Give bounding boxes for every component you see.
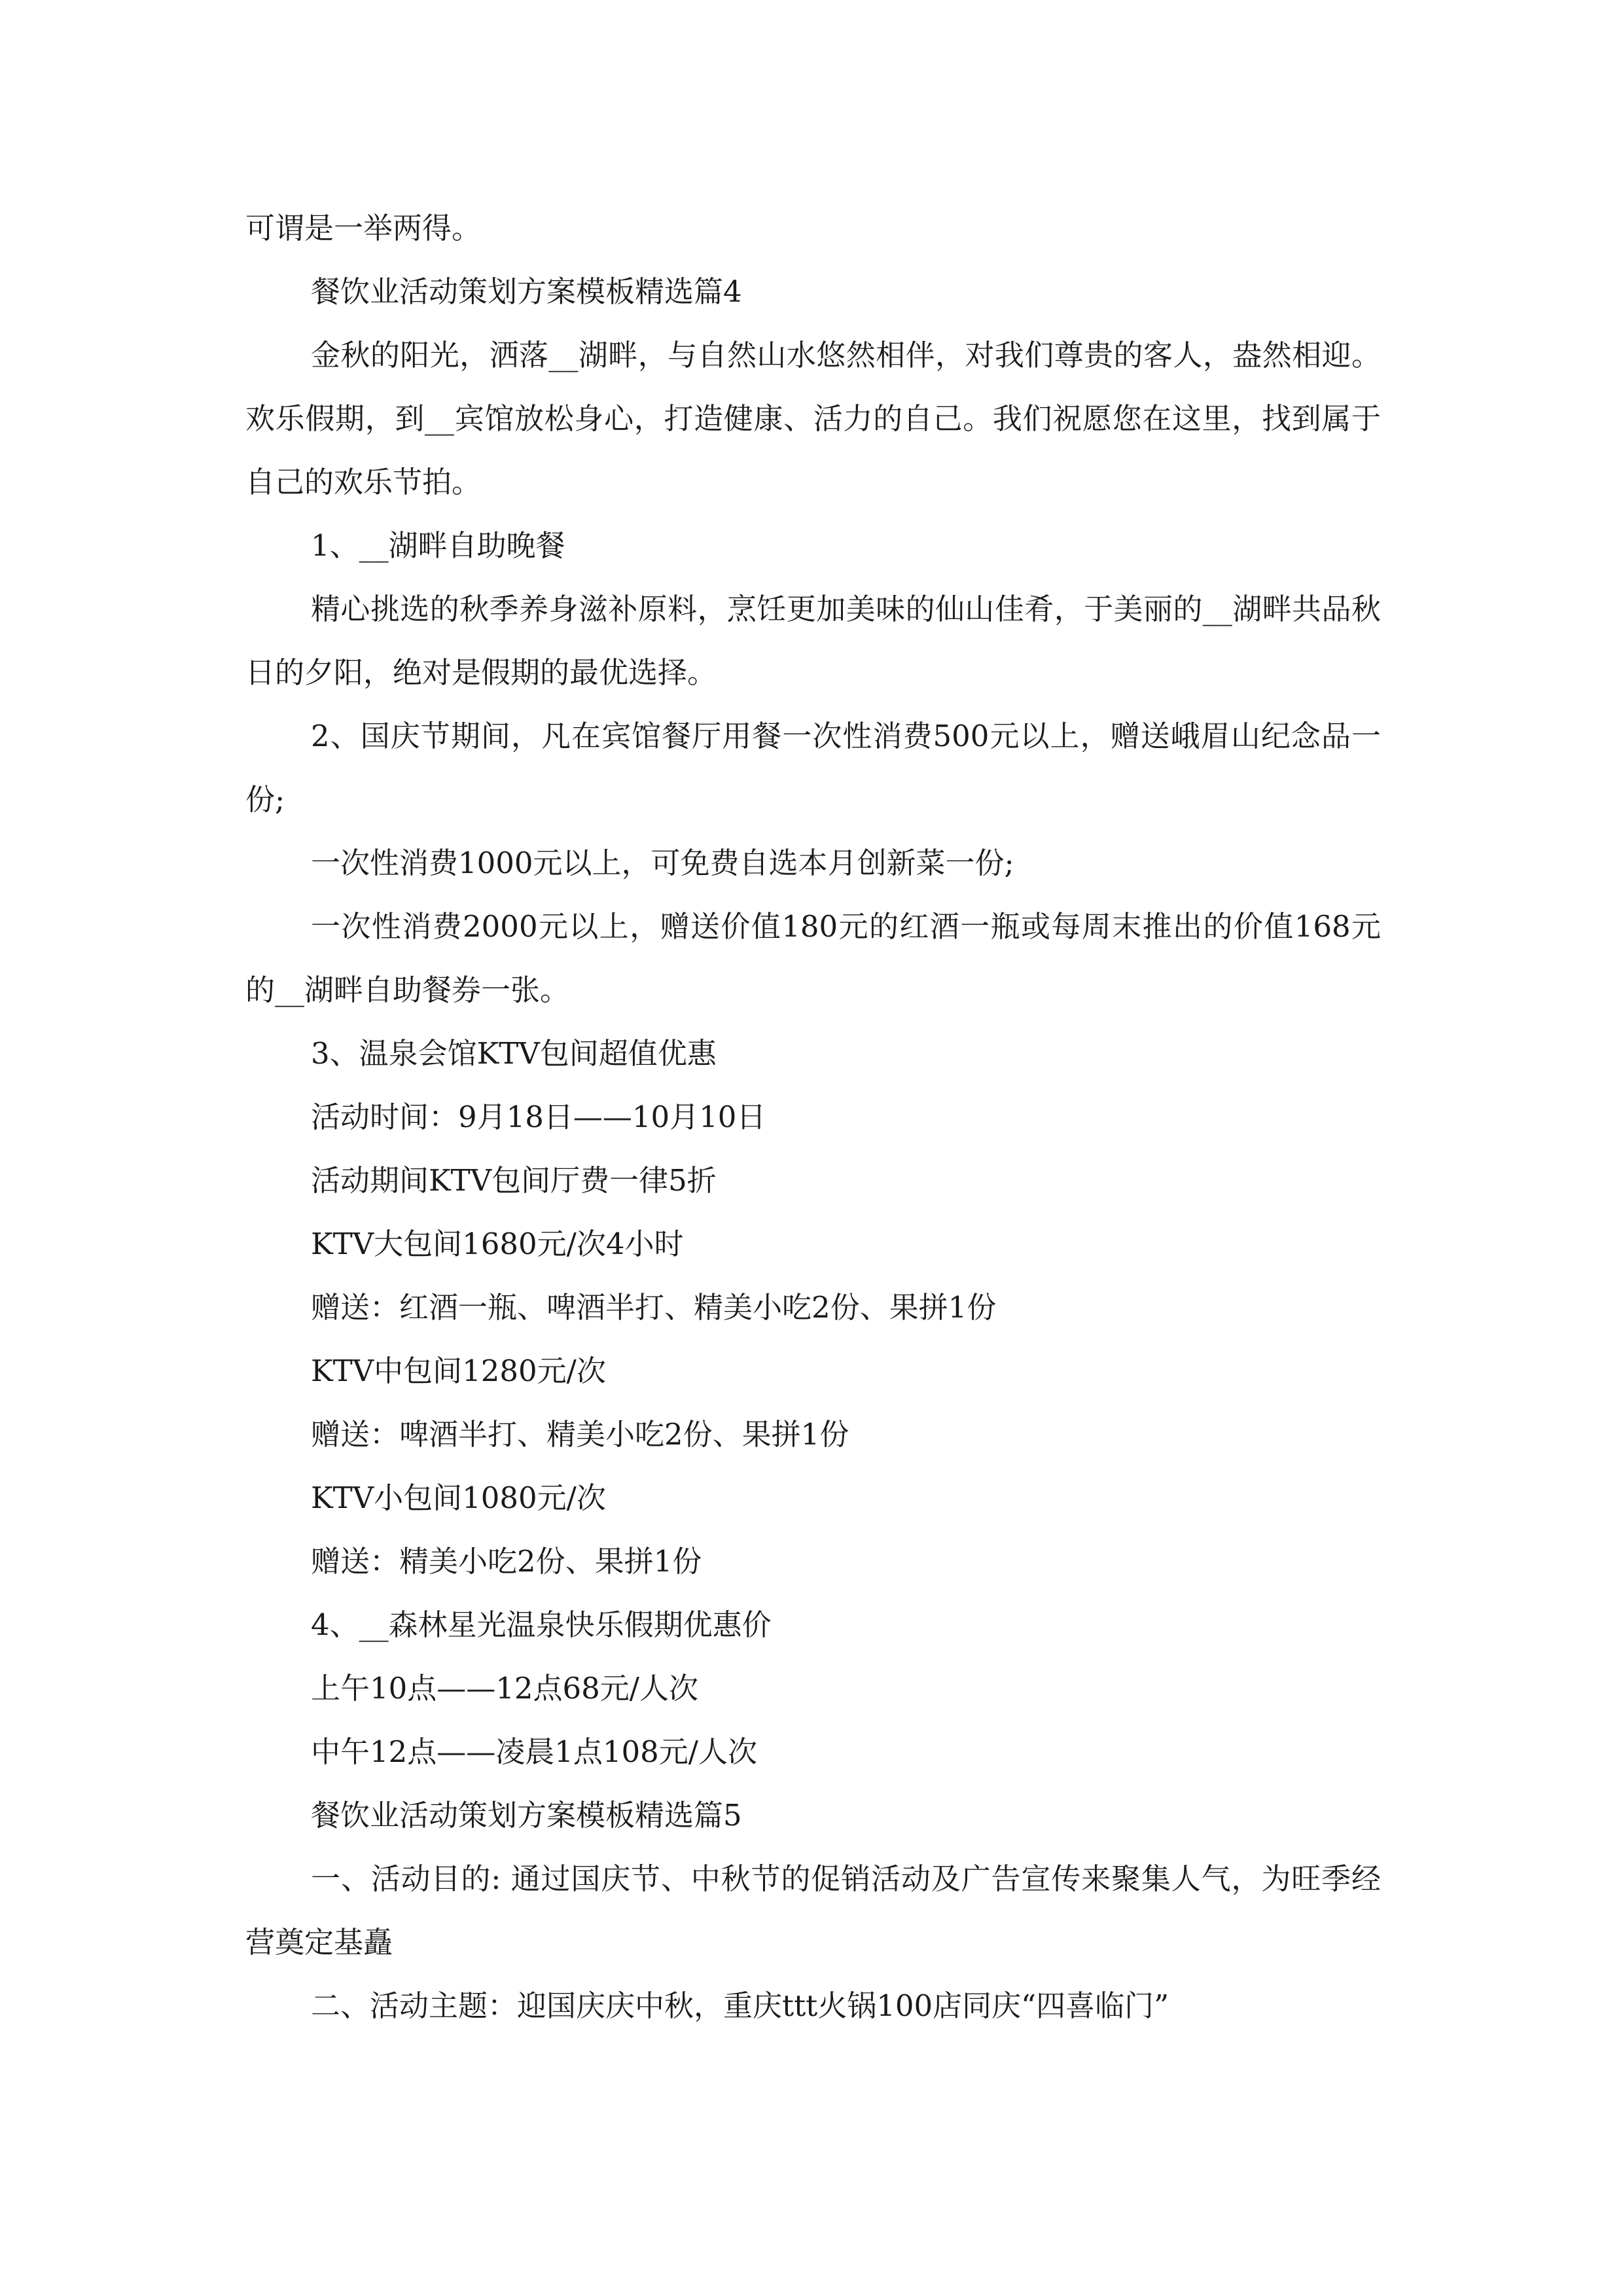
paragraph-offer-1000: 一次性消费1000元以上，可免费自选本月创新菜一份; [311, 846, 1014, 880]
paragraph-gift-large: 赠送：红酒一瓶、啤酒半打、精美小吃2份、果拼1份 [311, 1290, 997, 1325]
item-heading-4: 4、__森林星光温泉快乐假期优惠价 [311, 1607, 772, 1642]
paragraph-ktv-small: KTV小包间1080元/次 [311, 1480, 606, 1515]
section-heading-5: 餐饮业活动策划方案模板精选篇5 [311, 1798, 742, 1833]
item-heading-2: 2、国庆节期间，凡在宾馆餐厅用餐一次性消费500元以上，赠送峨眉山纪念品一份; [245, 719, 1381, 817]
paragraph-ktv-large: KTV大包间1680元/次4小时 [311, 1227, 684, 1261]
section-heading-4: 餐饮业活动策划方案模板精选篇4 [311, 274, 742, 309]
document-body [245, 196, 1381, 2037]
paragraph-ktv-medium: KTV中包间1280元/次 [311, 1354, 606, 1388]
paragraph-gift-medium: 赠送：啤酒半打、精美小吃2份、果拼1份 [311, 1417, 849, 1452]
paragraph-continuation: 可谓是一举两得。 [245, 211, 482, 245]
paragraph-price-morning: 上午10点——12点68元/人次 [311, 1671, 698, 1706]
paragraph-gift-small: 赠送：精美小吃2份、果拼1份 [311, 1544, 702, 1579]
paragraph-purpose: 一、活动目的: 通过国庆节、中秋节的促销活动及广告宣传来聚集人气，为旺季经营奠定基矗 [245, 1861, 1381, 1960]
paragraph-price-noon: 中午12点——凌晨1点108元/人次 [311, 1734, 757, 1769]
paragraph-theme: 二、活动主题：迎国庆庆中秋，重庆ttt火锅100店同庆“四喜临门” [311, 1988, 1169, 2023]
item-heading-3: 3、温泉会馆KTV包间超值优惠 [311, 1036, 717, 1071]
item-heading-1: 1、__湖畔自助晚餐 [311, 528, 565, 563]
paragraph-activity-time: 活动时间：9月18日——10月10日 [311, 1100, 766, 1134]
paragraph-buffet: 精心挑选的秋季养身滋补原料，烹饪更加美味的仙山佳肴，于美丽的__湖畔共品秋日的夕阳，绝对是假期的最优选择。 [245, 592, 1381, 690]
paragraph-intro: 金秋的阳光，洒落__湖畔，与自然山水悠然相伴，对我们尊贵的客人，盎然相迎。欢乐假期，到__宾馆放松身心，打造健康、活力的自己。我们祝愿您在这里，找到属于自己的欢乐节拍。 [245, 338, 1381, 499]
paragraph-offer-2000: 一次性消费2000元以上，赠送价值180元的红酒一瓶或每周末推出的价值168元的__湖畔自助餐券一张。 [245, 909, 1381, 1007]
paragraph-ktv-discount: 活动期间KTV包间厅费一律5折 [311, 1163, 717, 1198]
